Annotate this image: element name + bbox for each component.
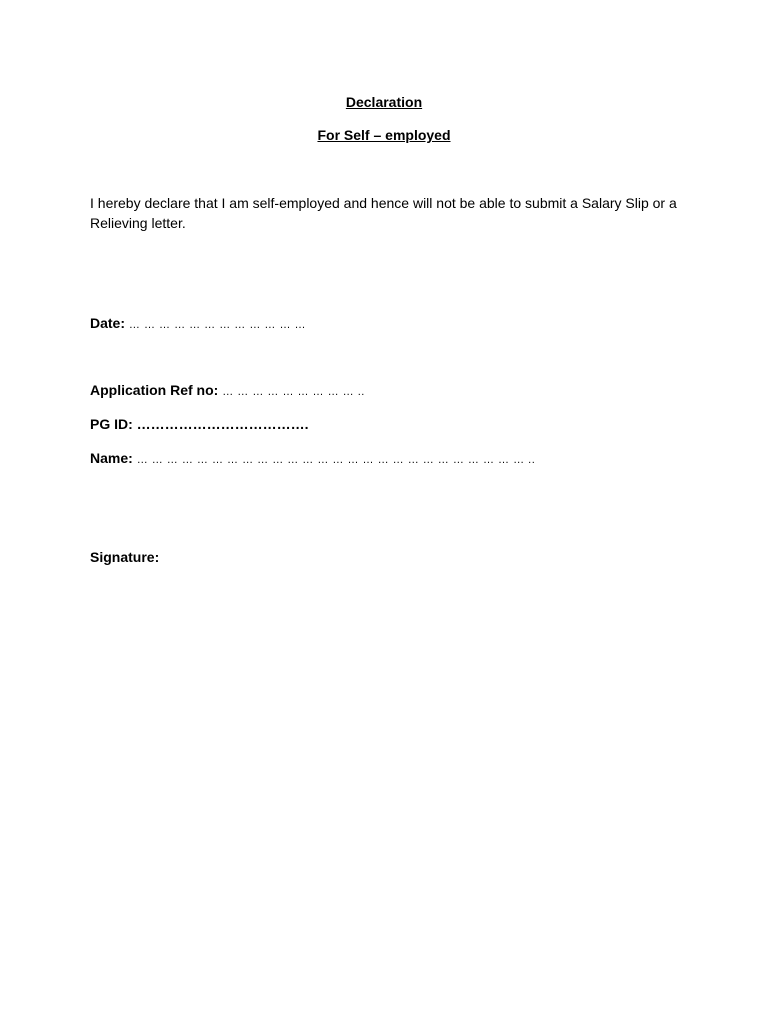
date-blank: … … … … … … … … … … … … bbox=[128, 319, 307, 331]
pg-id-field bbox=[90, 415, 309, 433]
name-label: Name: bbox=[90, 450, 133, 466]
name-field bbox=[90, 449, 535, 469]
date-label: Date: bbox=[90, 315, 126, 331]
signature-label: Signature: bbox=[90, 549, 160, 565]
declaration-statement: I hereby declare that I am self-employed and hence will not be able to submit a Salary Slip or a Relieving letter. bbox=[90, 195, 677, 231]
application-ref-field bbox=[90, 381, 365, 401]
pg-id-blank: ………………………………. bbox=[136, 416, 309, 432]
application-ref-label: Application Ref no: bbox=[90, 382, 219, 398]
signature-field bbox=[90, 548, 159, 566]
document-subtitle: For Self – employed bbox=[317, 127, 451, 143]
pg-id-label: PG ID: bbox=[90, 416, 133, 432]
application-ref-blank: … … … … … … … … … .. bbox=[222, 386, 365, 398]
document-title: Declaration bbox=[345, 94, 423, 110]
name-blank: … … … … … … … … … … … … … … … … … … … … … … … … … … .. bbox=[136, 454, 536, 466]
date-field bbox=[90, 314, 306, 334]
